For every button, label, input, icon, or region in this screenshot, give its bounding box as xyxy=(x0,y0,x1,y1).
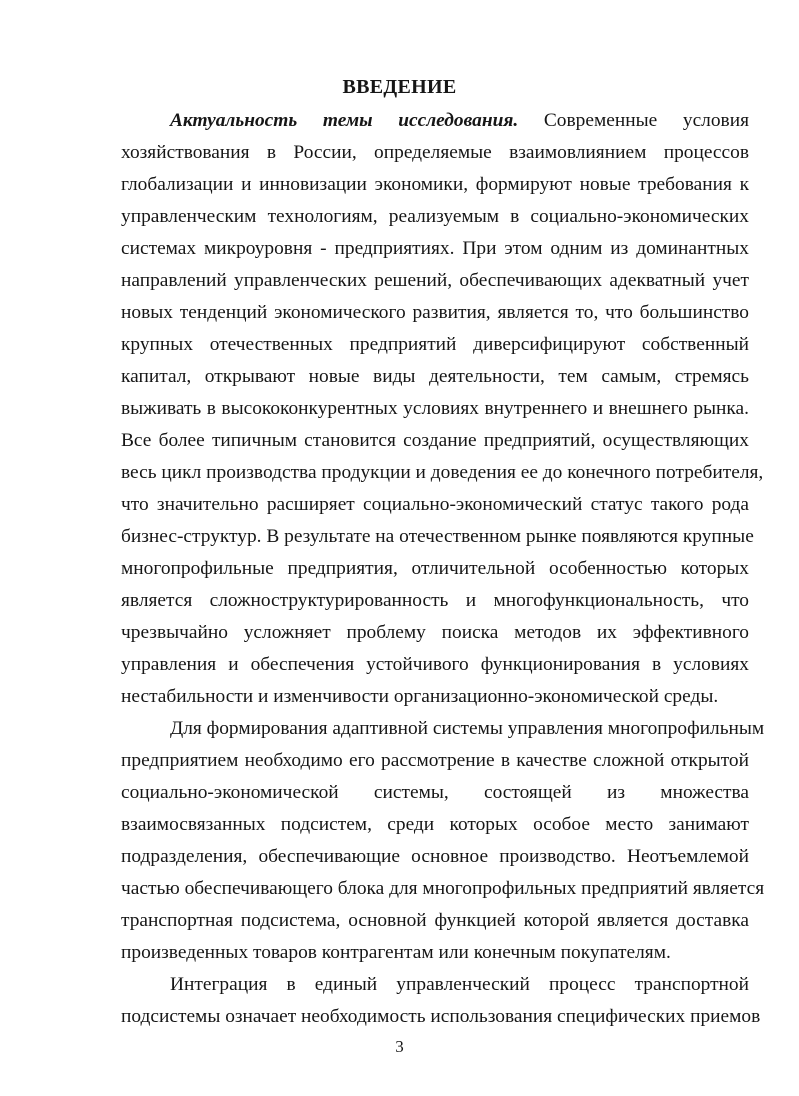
paragraph-line: многопрофильные предприятия, отличительной особенностью которых xyxy=(121,558,749,579)
paragraph-line: направлений управленческих решений, обеспечивающих адекватный учет xyxy=(121,270,749,291)
paragraph-line: что значительно расширяет социально-экономический статус такого рода xyxy=(121,494,749,515)
paragraph-line: весь цикл производства продукции и доведения ее до конечного потребителя, xyxy=(121,462,764,483)
page-title: ВВЕДЕНИЕ xyxy=(342,76,457,98)
paragraph-line: крупных отечественных предприятий диверсифицируют собственный xyxy=(121,334,749,355)
paragraph-line: Интеграция в единый управленческий процесс транспортной xyxy=(170,974,749,995)
paragraph-line: взаимосвязанных подсистем, среди которых особое место занимают xyxy=(121,814,749,835)
paragraph-line: нестабильности и изменчивости организационно-экономической среды. xyxy=(121,686,719,707)
paragraph-line: транспортная подсистема, основной функцией которой является доставка xyxy=(121,910,749,931)
paragraph-line: подсистемы означает необходимость использования специфических приемов xyxy=(121,1006,761,1027)
paragraph-line: является сложноструктурированность и многофункциональность, что xyxy=(121,590,749,611)
paragraph-line: Для формирования адаптивной системы управления многопрофильным xyxy=(170,718,765,739)
paragraph-line: социально-экономической системы, состоящей из множества xyxy=(121,782,749,803)
paragraph-line: новых тенденций экономического развития, является то, что большинство xyxy=(121,302,749,323)
lead-phrase: Актуальность темы исследования. xyxy=(170,110,519,131)
page-number: 3 xyxy=(395,1037,404,1056)
paragraph-line: подразделения, обеспечивающие основное производство. Неотъемлемой xyxy=(121,846,749,867)
paragraph-line: глобализации и инновизации экономики, формируют новые требования к xyxy=(121,174,749,195)
paragraph-line: бизнес-структур. В результате на отечественном рынке появляются крупные xyxy=(121,526,754,547)
paragraph-line: системах микроуровня - предприятиях. При этом одним из доминантных xyxy=(121,238,749,259)
paragraph-line: выживать в высококонкурентных условиях внутреннего и внешнего рынка. xyxy=(121,398,749,419)
paragraph-line: капитал, открывают новые виды деятельности, тем самым, стремясь xyxy=(121,366,749,387)
paragraph-line: произведенных товаров контрагентам или конечным покупателям. xyxy=(121,942,671,963)
paragraph-line: частью обеспечивающего блока для многопрофильных предприятий является xyxy=(121,878,765,899)
paragraph-line: Актуальность темы исследования. Современные условия xyxy=(170,110,749,131)
paragraph-line: управления и обеспечения устойчивого функционирования в условиях xyxy=(121,654,749,675)
paragraph-line: хозяйствования в России, определяемые взаимовлиянием процессов xyxy=(121,142,749,163)
paragraph-line: предприятием необходимо его рассмотрение в качестве сложной открытой xyxy=(121,750,749,771)
paragraph-line: управленческим технологиям, реализуемым в социально-экономических xyxy=(121,206,749,227)
paragraph-line: Все более типичным становится создание предприятий, осуществляющих xyxy=(121,430,749,451)
paragraph-line: чрезвычайно усложняет проблему поиска методов их эффективного xyxy=(121,622,749,643)
